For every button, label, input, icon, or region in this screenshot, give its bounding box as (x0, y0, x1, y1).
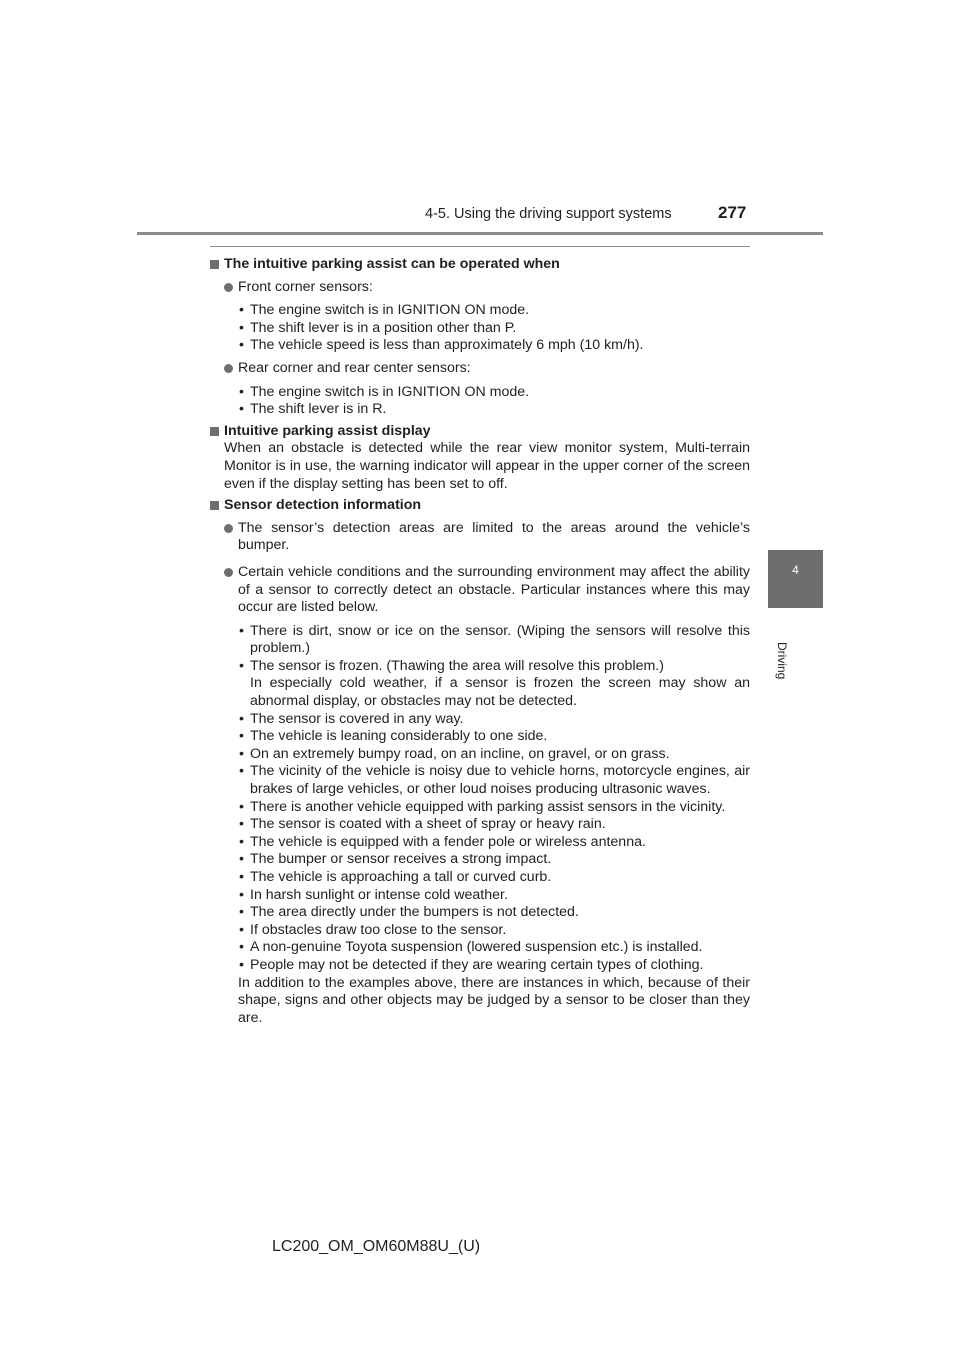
section-heading (210, 256, 750, 274)
square-bullet-icon (210, 501, 219, 510)
circle-bullet-icon (224, 283, 233, 292)
list-item: • There is dirt, snow or ice on the sensor. (Wiping the sensors will resolve this problem.) (239, 622, 750, 657)
bullet-text: Certain vehicle conditions and the surrounding environment may affect the ability of a sensor to correctly detect an obstacle. Particular instances where this may occur are listed below. (238, 563, 750, 616)
list-item: • People may not be detected if they are wearing certain types of clothing. (239, 956, 704, 973)
section-heading (210, 423, 750, 441)
paragraph: When an obstacle is detected while the rear view monitor system, Multi-terrain Monitor is in use, the warning indicator will appear in the upper corner of the screen even if the display setting has been set to off. (224, 440, 750, 492)
section-heading (210, 497, 750, 515)
chapter-tab-label: Driving (775, 642, 789, 680)
circle-bullet-icon (224, 568, 233, 577)
bullet-item (210, 360, 750, 378)
circle-bullet-icon (224, 364, 233, 373)
list-item: • In harsh sunlight or intense cold weather. (239, 886, 508, 903)
list-item-note: In especially cold weather, if a sensor is frozen the screen may show an abnormal display, or obstacles may not be detected. (250, 675, 750, 710)
page-number: 277 (718, 203, 747, 222)
list-item: • The sensor is frozen. (Thawing the area will resolve this problem.) (239, 657, 664, 674)
square-bullet-icon (210, 427, 219, 436)
bullet-text: Rear corner and rear center sensors: (238, 359, 471, 376)
square-bullet-icon (210, 260, 219, 269)
page-content (210, 256, 750, 1027)
list-item: • The area directly under the bumpers is not detected. (239, 904, 579, 921)
list-item: • The vehicle is equipped with a fender pole or wireless antenna. (239, 833, 646, 850)
list-item: • The sensor is covered in any way. (239, 710, 464, 727)
list-item: • On an extremely bumpy road, on an incline, on gravel, or on grass. (239, 745, 670, 762)
bullet-text: The sensor’s detection areas are limited to the areas around the vehicle’s bumper. (238, 519, 750, 554)
bullet-item (210, 279, 750, 297)
closing-paragraph: In addition to the examples above, there are instances in which, because of their shape, signs and other objects may be judged by a sensor to be closer than they are. (238, 974, 750, 1026)
list-item: • There is another vehicle equipped with parking assist sensors in the vicinity. (239, 798, 726, 815)
chapter-tab (768, 550, 823, 608)
list-item: • The shift lever is in a position other than P. (239, 319, 517, 336)
circle-bullet-icon (224, 524, 233, 533)
list-item: • The bumper or sensor receives a strong impact. (239, 851, 552, 868)
chapter-tab-number: 4 (792, 563, 799, 577)
document-code: LC200_OM_OM60M88U_(U) (272, 1238, 481, 1255)
bullet-text: Front corner sensors: (238, 278, 373, 295)
header-divider (137, 232, 823, 235)
bullet-item (210, 520, 750, 555)
content-divider (210, 246, 750, 247)
list-item: • The vehicle is leaning considerably to one side. (239, 728, 548, 745)
section-header: 4-5. Using the driving support systems (425, 206, 672, 222)
heading-text: Intuitive parking assist display (224, 422, 431, 439)
heading-text: The intuitive parking assist can be operated when (224, 256, 560, 272)
heading-text: Sensor detection information (224, 497, 422, 514)
list-item: • If obstacles draw too close to the sensor. (239, 921, 507, 938)
list-item: • The engine switch is in IGNITION ON mode. (239, 383, 530, 400)
list-item: • The vehicle is approaching a tall or curved curb. (239, 869, 552, 885)
list-item: • The vehicle speed is less than approximately 6 mph (10 km/h). (239, 337, 644, 354)
list-item: • The engine switch is in IGNITION ON mode. (239, 302, 530, 319)
bullet-item (210, 564, 750, 617)
list-item: • The shift lever is in R. (239, 401, 387, 418)
list-item: • The sensor is coated with a sheet of spray or heavy rain. (239, 816, 606, 833)
list-item: • The vicinity of the vehicle is noisy due to vehicle horns, motorcycle engines, air brakes of large vehicles, or other loud noises producing ultrasonic waves. (239, 763, 750, 798)
list-item: • A non-genuine Toyota suspension (lowered suspension etc.) is installed. (239, 939, 703, 956)
